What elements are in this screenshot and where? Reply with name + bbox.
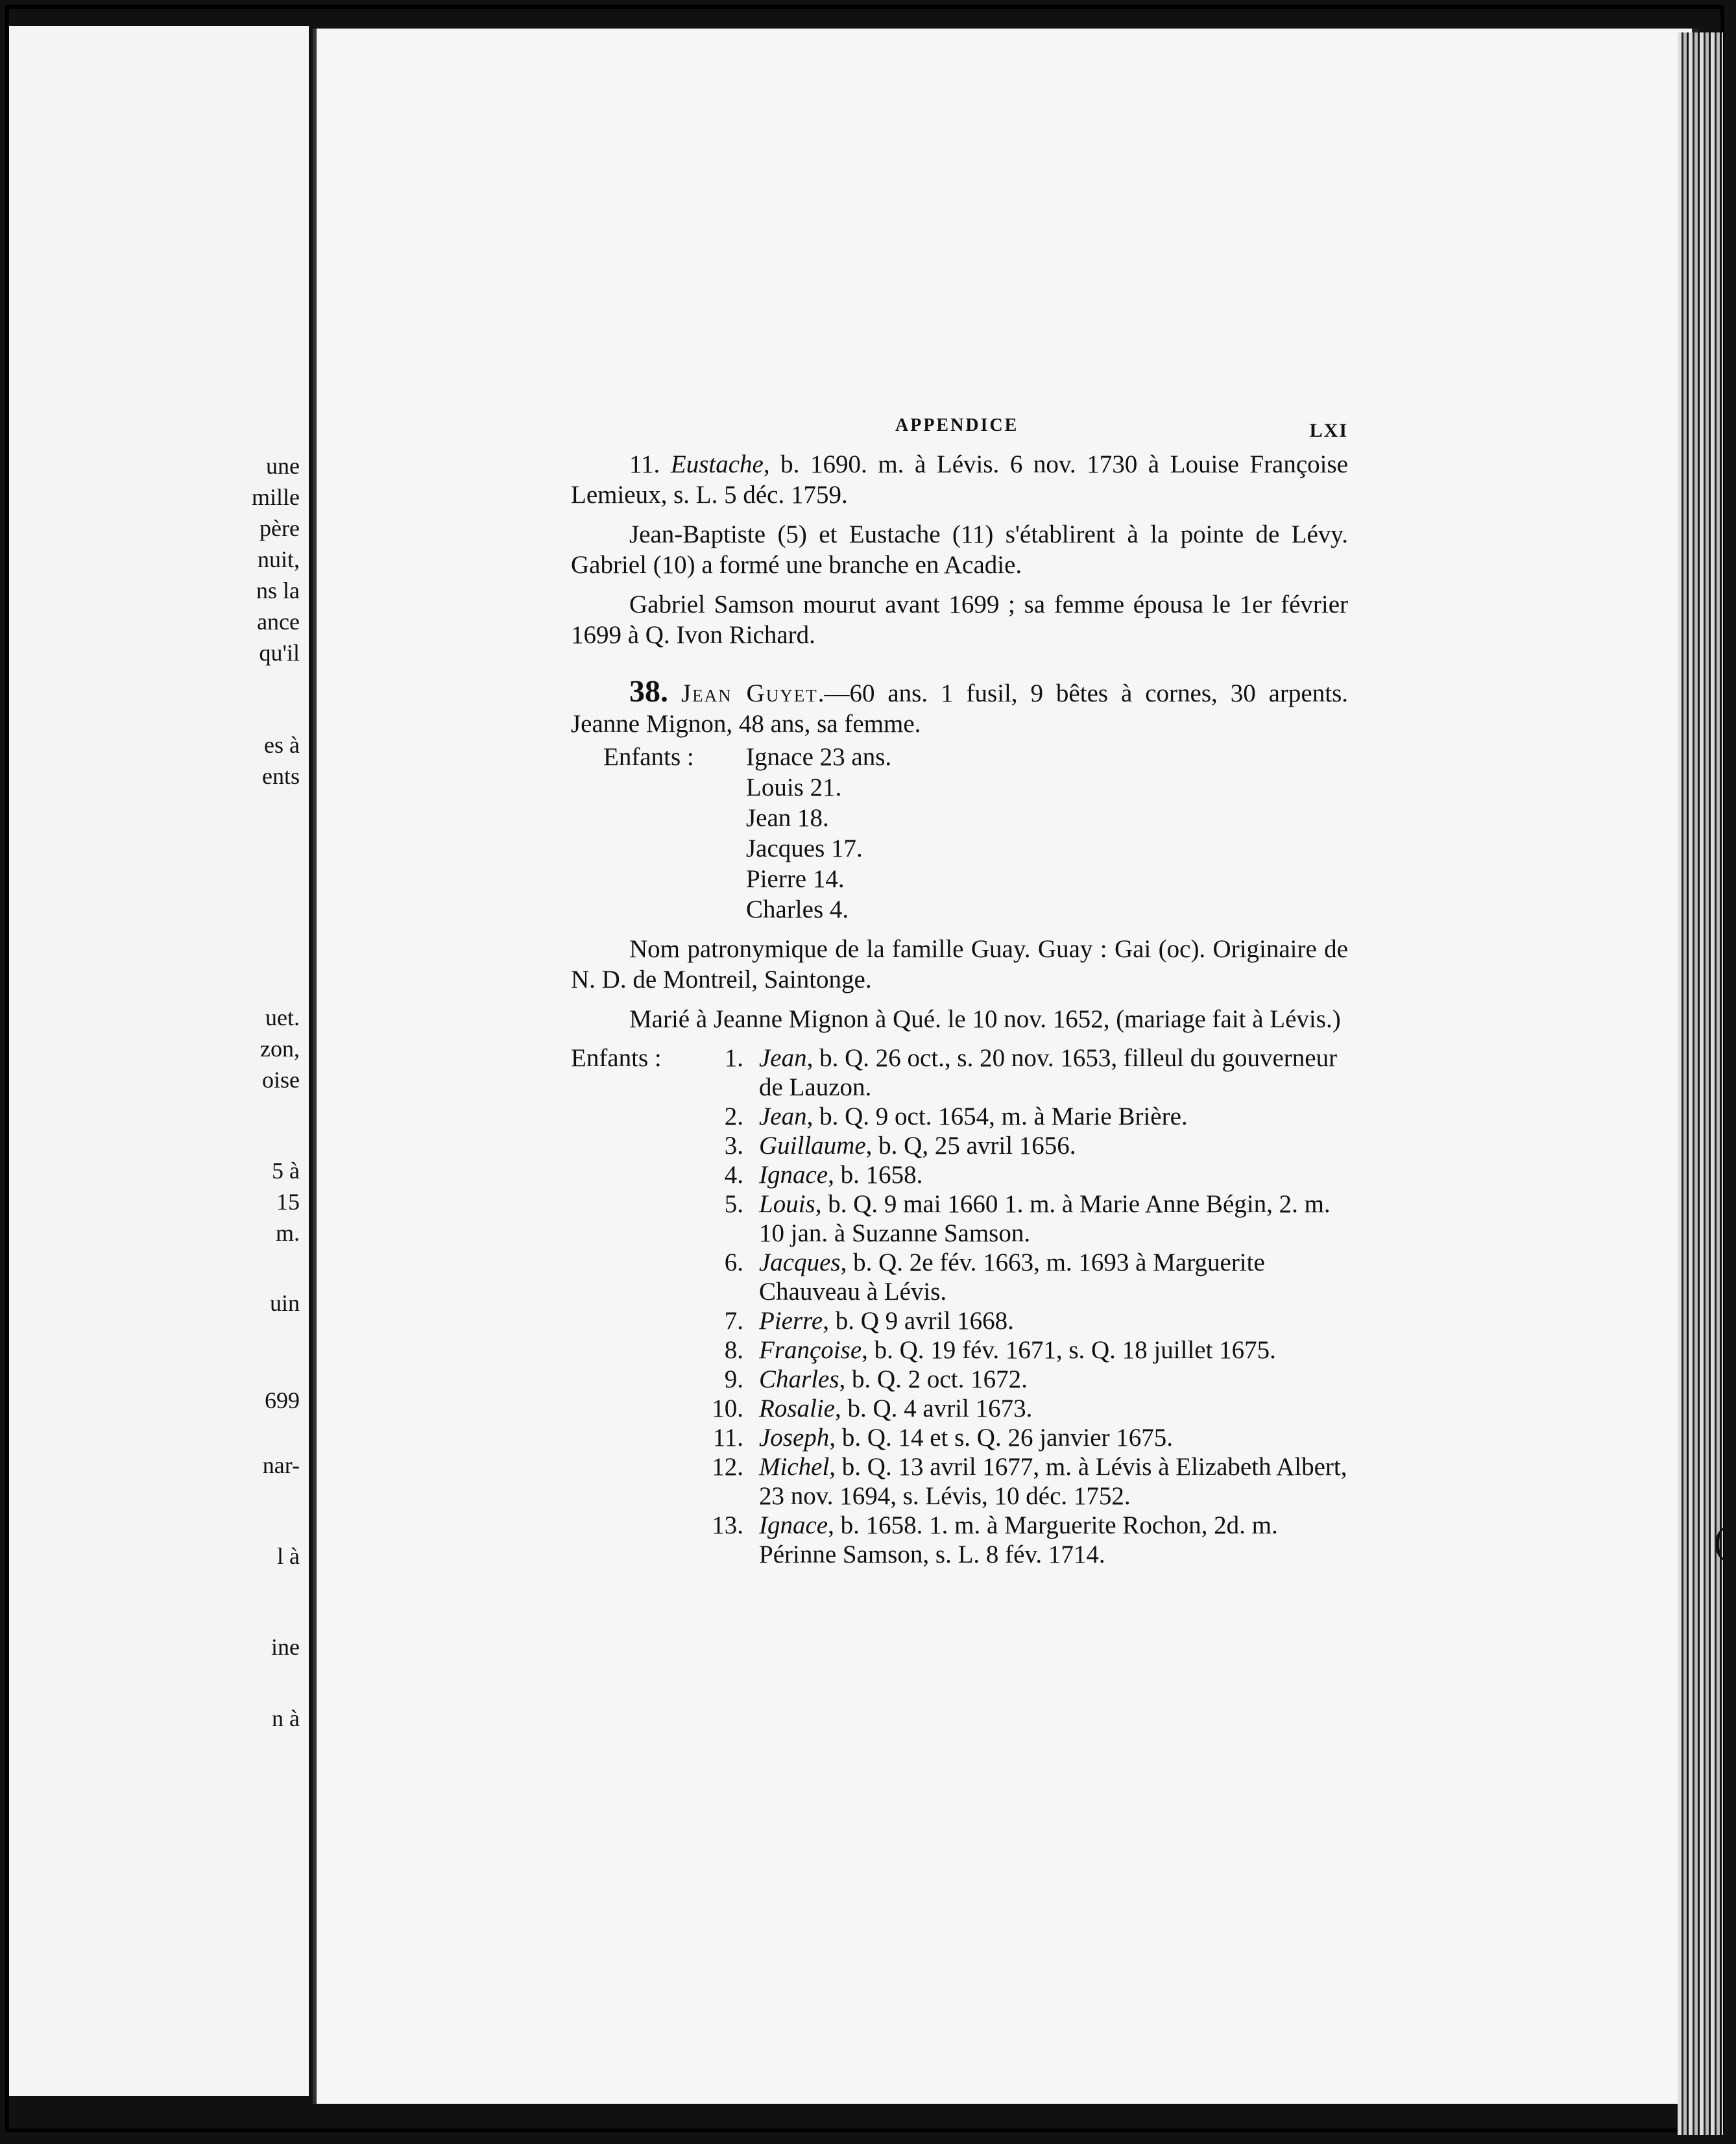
person-name: Ignace [759,1161,828,1189]
list-item [571,1043,1348,1102]
child-number-cell [571,1248,759,1306]
entry-text: , b. Q, 25 avril 1656. [865,1132,1076,1160]
child-entry [759,1160,1348,1189]
list-item: Louis 21. [746,774,842,801]
list-item [571,1365,1348,1394]
left-page-fragment: l à [277,1543,300,1569]
child-entry [759,1511,1348,1569]
left-page-fragment: 15 [276,1189,300,1215]
child-number: 8. [724,1336,743,1364]
left-page-fragment: oise [262,1067,300,1093]
entry-text: , b. Q. 2e fév. 1663, m. 1693 à Marguerite Chauveau à Lévis. [759,1249,1265,1306]
list-item [571,1160,1348,1189]
child-number: 5. [724,1190,743,1218]
paragraph-patronymic: Nom patronymique de la famille Guay. Guay : Gai (oc). Originaire de N. D. de Montreil, Saintonge. [571,935,1348,993]
paragraph-samson: Gabriel Samson mourut avant 1699 ; sa femme épousa le 1er février 1699 à Q. Ivon Richard. [571,591,1348,649]
child-number: 9. [724,1365,743,1393]
running-title: APPENDICE [895,415,1019,435]
entry-text: , b. Q. 9 mai 1660 1. m. à Marie Anne Bégin, 2. m. 10 jan. à Suzanne Samson. [759,1190,1331,1247]
child-number-cell [571,1394,759,1423]
person-name: Guillaume [759,1132,866,1160]
left-page-fragment: uin [269,1290,300,1316]
person-name: Michel [759,1453,830,1481]
child-entry [759,1043,1348,1102]
entry-number: 11. [629,450,660,478]
left-page-fragment: n à [272,1705,300,1731]
left-page-fragment: nar- [262,1452,300,1478]
person-name: Jean [759,1044,807,1072]
child-entry [759,1248,1348,1306]
entry-text: .—60 ans. 1 fusil, 9 bêtes à cornes, 30 arpents. Jeanne Mignon, 48 ans, sa femme. [571,679,1348,738]
left-page-fragment: zon, [260,1036,300,1062]
person-name: Jean Guyet [681,679,818,707]
list-item: Jacques 17. [746,834,863,862]
child-number: 1. [724,1044,743,1072]
entry-text: , b. Q. 9 oct. 1654, m. à Marie Brière. [806,1102,1188,1130]
left-page-fragment: ns la [256,578,300,603]
entry-text: , b. Q. 19 fév. 1671, s. Q. 18 juillet 1675. [862,1336,1276,1364]
child-entry [759,1131,1348,1160]
page-number: LXI [1309,420,1348,441]
census-children [571,742,1348,925]
person-name: Joseph [759,1424,830,1452]
child-entry [759,1394,1348,1423]
census-children-list [746,742,891,925]
list-item [571,1189,1348,1248]
left-page-fragment: une [266,453,300,479]
person-name: Charles [759,1365,839,1393]
list-item [571,1452,1348,1511]
child-number-cell [571,1452,759,1511]
child-number: 2. [724,1102,743,1130]
left-page-fragment: uet. [265,1005,300,1030]
left-page-fragment: mille [252,484,300,510]
entry-text: , b. Q. 4 avril 1673. [834,1395,1033,1422]
person-name: Rosalie [759,1395,835,1422]
child-number: 13. [712,1511,743,1539]
child-entry [759,1423,1348,1452]
left-page-fragment: ance [257,609,300,635]
list-item: Ignace 23 ans. [746,743,892,771]
entry-text: , b. 1658. 1. m. à Marguerite Rochon, 2d. m. Périnne Samson, s. L. 8 fév. 1714. [759,1511,1278,1568]
entry-text: , b. Q 9 avril 1668. [823,1307,1014,1335]
child-entry [759,1189,1348,1248]
entry-text: , b. 1690. m. à Lévis. 6 nov. 1730 à Louise Françoise Lemieux, s. L. 5 déc. 1759. [571,450,1348,509]
edge-mark: ( [1714,1519,1727,1562]
child-number: 3. [724,1132,743,1160]
child-number: 4. [724,1161,743,1189]
enfants-label: Enfants : [571,1044,662,1072]
person-name: Jacques [759,1249,841,1276]
list-item [571,1306,1348,1335]
person-name: Pierre [759,1307,823,1335]
list-item: Jean 18. [746,804,829,832]
enfants-label: Enfants : [603,743,694,771]
child-entry [759,1365,1348,1394]
child-entry [759,1306,1348,1335]
child-number: 10. [712,1395,743,1422]
list-item [571,1335,1348,1365]
paragraph-settlement: Jean-Baptiste (5) et Eustache (11) s'établirent à la pointe de Lévy. Gabriel (10) a formé une branche en Acadie. [571,520,1348,579]
person-name: Louis [759,1190,815,1218]
child-number-cell [571,1102,759,1131]
left-page-fragment: nuit, [257,546,300,572]
child-number-cell [571,1306,759,1335]
child-number-cell [571,1189,759,1248]
left-page-fragment: 699 [265,1387,300,1413]
running-header [571,402,1348,449]
list-item [571,1102,1348,1131]
left-page-fragment: 5 à [272,1158,300,1184]
entry-text: , b. Q. 14 et s. Q. 26 janvier 1675. [829,1424,1173,1452]
child-number: 7. [724,1307,743,1335]
list-item: Pierre 14. [746,865,845,893]
person-name: Ignace [759,1511,828,1539]
child-entry [759,1335,1348,1365]
entry-text: , b. 1658. [828,1161,923,1189]
child-entry [759,1102,1348,1131]
list-item [571,1394,1348,1423]
page-edges [1678,32,1723,2135]
child-number: 6. [724,1249,743,1276]
child-number-cell [571,1335,759,1365]
person-name: Françoise [759,1336,862,1364]
left-page-fragment: ine [271,1634,300,1660]
child-number: 12. [712,1453,743,1481]
entry-text: , b. Q. 26 oct., s. 20 nov. 1653, filleul du gouverneur de Lauzon. [759,1044,1338,1101]
paragraph-guyet-entry [571,676,1348,739]
list-item: Charles 4. [746,895,849,923]
child-entry [759,1452,1348,1511]
child-number-cell [571,1511,759,1569]
person-name: Jean [759,1102,807,1130]
paragraph-marriage: Marié à Jeanne Mignon à Qué. le 10 nov. 1652, (mariage fait à Lévis.) [629,1005,1341,1033]
list-item [571,1423,1348,1452]
child-number-cell [571,1365,759,1394]
left-page-fragment: ents [262,763,300,789]
entry-text: , b. Q. 13 avril 1677, m. à Lévis à Elizabeth Albert, 23 nov. 1694, s. Lévis, 10 déc. 1752. [759,1453,1347,1510]
child-number: 11. [712,1424,743,1452]
entry-text: , b. Q. 2 oct. 1672. [839,1365,1028,1393]
child-number-cell [571,1131,759,1160]
list-item [571,1511,1348,1569]
list-item [571,1131,1348,1160]
paragraph-eustache [571,449,1348,510]
entry-number: 38. [629,674,668,709]
child-number-cell [571,1423,759,1452]
child-number-cell [571,1160,759,1189]
left-page-fragment: es à [264,732,300,758]
person-name: Eustache [670,450,764,478]
left-page-fragment: qu'il [259,640,300,666]
page-content [571,402,1348,1569]
left-page-fragment: père [259,515,300,541]
child-number-cell [571,1043,759,1102]
left-page-fragment: m. [275,1220,300,1246]
left-page [9,26,314,2096]
children-list [571,1043,1348,1569]
list-item [571,1248,1348,1306]
